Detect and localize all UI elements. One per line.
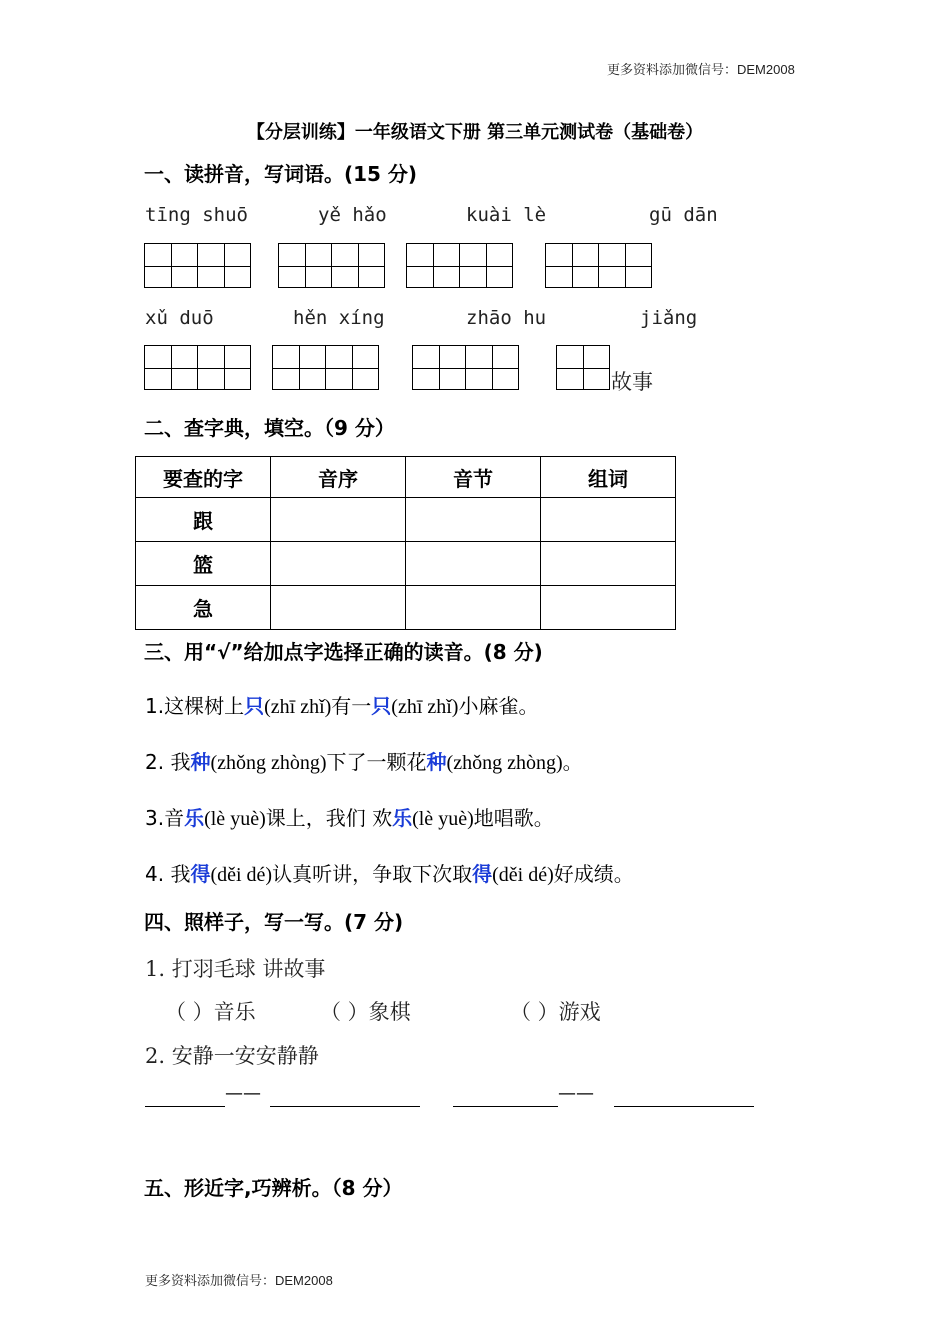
fill-music[interactable]: （ ）音乐	[165, 1000, 256, 1024]
blank-cell[interactable]	[406, 586, 541, 630]
pinyin-1: tīng shuō	[145, 204, 248, 226]
answer-blank[interactable]	[614, 1106, 754, 1107]
blank-cell[interactable]	[406, 498, 541, 542]
section4-heading: 四、照样子，写一写。(7 分)	[144, 910, 404, 934]
answer-blank[interactable]	[453, 1106, 558, 1107]
pinyin-choice[interactable]: (zhī zhǐ)	[391, 696, 459, 718]
fill-game[interactable]: （ ）游戏	[510, 1000, 601, 1024]
question-line-2: 2. 我种(zhǒng zhòng)下了一颗花种(zhǒng zhòng)。	[145, 750, 583, 774]
watermark-bottom: 更多资料添加微信号：DEM2008	[145, 1273, 333, 1288]
highlight-char: 乐	[184, 806, 205, 830]
table-row	[136, 542, 676, 586]
highlight-char: 种	[190, 750, 211, 774]
pinyin-4: gū dān	[649, 204, 718, 226]
col-header-initial: 音序	[271, 457, 406, 498]
pinyin-choice[interactable]: (děi dé)	[492, 864, 554, 886]
blank-cell[interactable]	[406, 542, 541, 586]
pinyin-choice[interactable]: (lè yuè)	[204, 808, 266, 830]
grid-suffix-text: 故事	[611, 370, 653, 394]
fill-chess[interactable]: （ ）象棋	[320, 1000, 411, 1024]
pinyin-3: kuài lè	[466, 204, 547, 226]
question-line-3: 3.音乐(lè yuè)课上，我们 欢乐(lè yuè)地唱歌。	[145, 806, 554, 830]
highlight-char: 种	[426, 750, 447, 774]
question-line-4: 4. 我得(děi dé)认真听讲，争取下次取得(děi dé)好成绩。	[145, 862, 634, 886]
dash-1: ——	[225, 1083, 261, 1104]
blank-cell[interactable]	[541, 542, 676, 586]
pinyin-choice[interactable]: (zhī zhǐ)	[264, 696, 332, 718]
pinyin-choice[interactable]: (děi dé)	[210, 864, 273, 886]
pinyin-7: zhāo hu	[466, 307, 547, 329]
row-char: 篮	[136, 542, 271, 586]
blank-cell[interactable]	[271, 586, 406, 630]
col-header-syllable: 音节	[406, 457, 541, 498]
section3-heading: 三、用“√”给加点字选择正确的读音。(8 分)	[144, 640, 543, 664]
row-char: 急	[136, 586, 271, 630]
writing-grid-1[interactable]	[144, 243, 249, 288]
pinyin-6: hěn xíng	[293, 307, 385, 329]
highlight-char: 只	[244, 694, 265, 718]
writing-grid-5[interactable]	[144, 345, 249, 390]
pinyin-choice[interactable]: (zhǒng zhòng)	[446, 752, 563, 774]
pinyin-5: xǔ duō	[145, 307, 214, 329]
highlight-char: 只	[371, 694, 392, 718]
writing-grid-2[interactable]	[278, 243, 383, 288]
section2-heading: 二、查字典，填空。（9 分）	[144, 416, 395, 440]
writing-grid-6[interactable]	[272, 345, 377, 390]
watermark-top: 更多资料添加微信号：DEM2008	[607, 62, 795, 77]
blank-cell[interactable]	[271, 542, 406, 586]
question-line-1: 1.这棵树上只(zhī zhǐ)有一只(zhī zhǐ)小麻雀。	[145, 694, 539, 718]
highlight-char: 乐	[392, 806, 413, 830]
section5-heading: 五、形近字,巧辨析。（8 分）	[144, 1176, 403, 1200]
writing-grid-3[interactable]	[406, 243, 511, 288]
highlight-char: 得	[472, 862, 493, 886]
pinyin-2: yě hǎo	[318, 204, 387, 226]
blank-cell[interactable]	[541, 498, 676, 542]
answer-blank[interactable]	[145, 1106, 225, 1107]
writing-grid-4[interactable]	[545, 243, 650, 288]
pinyin-8: jiǎng	[640, 307, 698, 329]
pinyin-choice[interactable]: (zhǒng zhòng)	[210, 752, 327, 774]
table-row	[136, 498, 676, 542]
table-row	[136, 586, 676, 630]
section1-heading: 一、读拼音，写词语。(15 分)	[144, 162, 418, 186]
col-header-word: 组词	[541, 457, 676, 498]
dash-2: ——	[558, 1083, 594, 1104]
page-title: 【分层训练】一年级语文下册 第三单元测试卷（基础卷）	[246, 122, 704, 143]
writing-grid-8[interactable]	[556, 345, 609, 390]
answer-blank[interactable]	[270, 1106, 420, 1107]
row-char: 跟	[136, 498, 271, 542]
writing-grid-7[interactable]	[412, 345, 517, 390]
dictionary-table	[135, 456, 676, 630]
blank-cell[interactable]	[541, 586, 676, 630]
example-2: 2. 安静一安安静静	[145, 1044, 319, 1068]
highlight-char: 得	[190, 862, 211, 886]
pinyin-choice[interactable]: (lè yuè)	[412, 808, 474, 830]
col-header-char: 要查的字	[136, 457, 271, 498]
example-1: 1. 打羽毛球 讲故事	[145, 957, 326, 981]
blank-cell[interactable]	[271, 498, 406, 542]
